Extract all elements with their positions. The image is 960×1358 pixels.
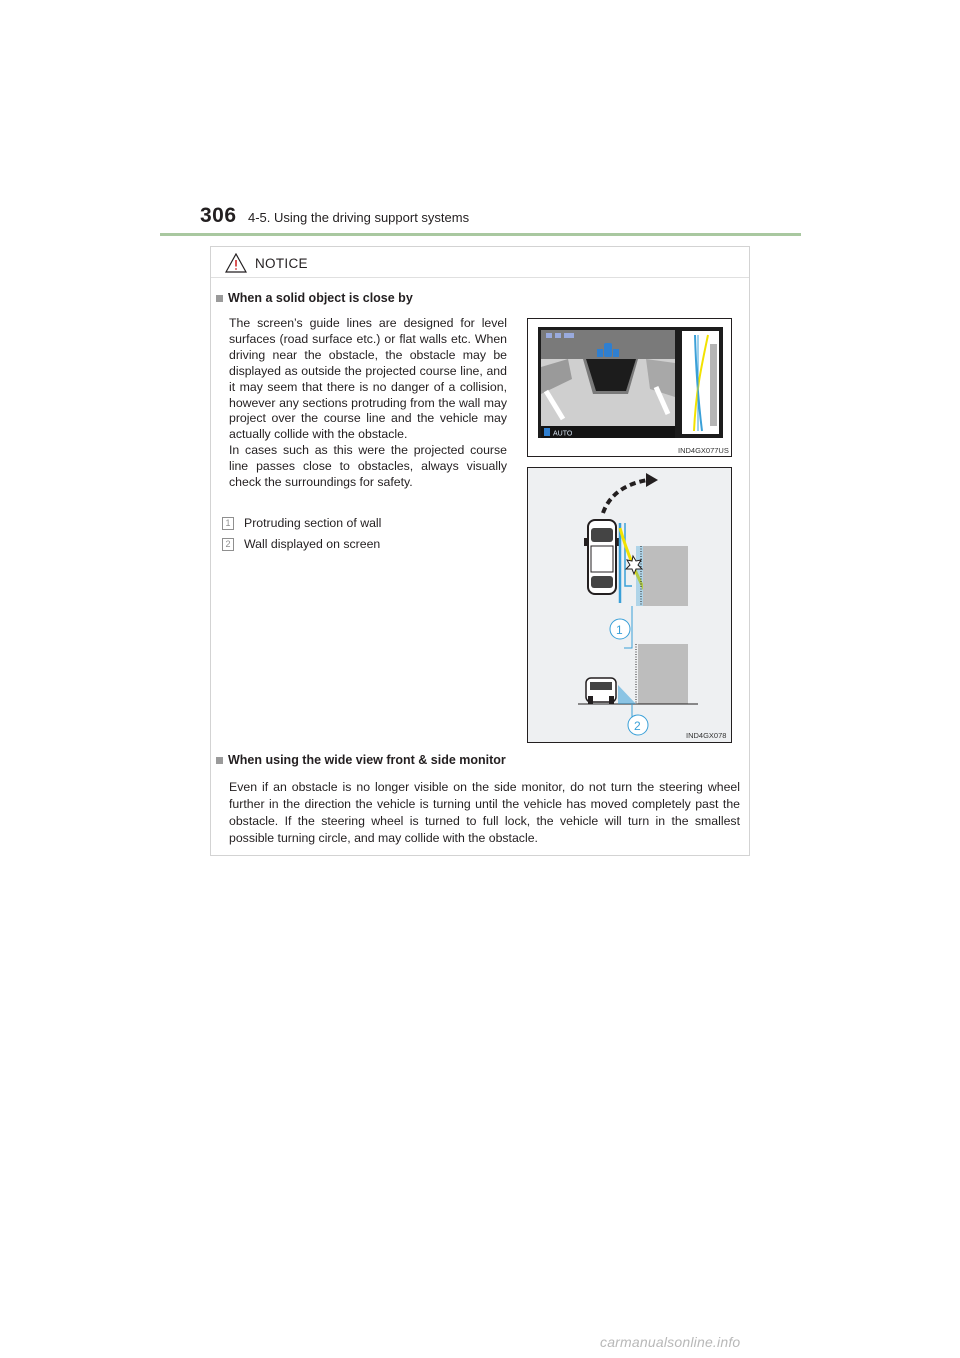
section2-paragraph: Even if an obstacle is no longer visible on the side monitor, do not turn the steering wheel further in the direction the vehicle is turning until the vehicle has moved completely past the obstacle. If the steering wheel is turned to full lock, the vehicle will turn in the smallest possible turning circle, and may collide with the obstacle. [229, 780, 740, 845]
legend-text-2: Wall displayed on screen [244, 537, 381, 551]
notice-rule [211, 277, 749, 278]
section2-heading-text: When using the wide view front & side monitor [228, 753, 506, 767]
section1-heading [216, 291, 413, 305]
section2-heading [216, 753, 506, 767]
camera-screen-label: AUTO [553, 430, 573, 438]
figure2-code: IND4GX078 [686, 731, 727, 740]
footer-watermark: carmanualsonline.info [600, 1334, 741, 1350]
figure-camera-screen [527, 318, 732, 457]
figure-overhead-diagram [527, 467, 732, 743]
legend-number-2: 2 [222, 538, 234, 551]
car-top-icon [584, 520, 620, 594]
figure1-code: IND4GX077US [678, 446, 729, 455]
square-bullet-icon [216, 757, 223, 764]
header-rule [160, 233, 801, 236]
section-title: 4-5. Using the driving support systems [248, 210, 470, 225]
notice-header [225, 252, 308, 274]
camera-screen-illustration [528, 319, 731, 456]
legend-item-2 [222, 537, 380, 551]
section1-paragraph1: The screen’s guide lines are designed for level surfaces (road surface etc.) or flat walls etc. When driving near the obstacle, the obstacle may be displayed as outside the projected course line, and it may seem that there is no danger of a collision, however any sections protruding from the wall may project over the course line and the vehicle may actually collide with the obstacle. [229, 316, 507, 442]
section1-paragraph2: In cases such as this were the projected course line passes close to obstacles, always visually check the surroundings for safety. [229, 443, 507, 490]
callout-2: 2 [634, 719, 641, 733]
section1-heading-text: When a solid object is close by [228, 291, 413, 305]
legend-item-1 [222, 516, 381, 530]
callout-1: 1 [616, 623, 623, 637]
notice-title: NOTICE [255, 255, 308, 271]
square-bullet-icon [216, 295, 223, 302]
overhead-diagram-illustration [528, 468, 731, 742]
section1-body [229, 316, 507, 491]
warning-triangle-icon [225, 253, 247, 273]
legend-number-1: 1 [222, 517, 234, 530]
legend-text-1: Protruding section of wall [244, 516, 382, 530]
page-number: 306 [200, 204, 237, 227]
car-rear-icon [586, 678, 616, 704]
